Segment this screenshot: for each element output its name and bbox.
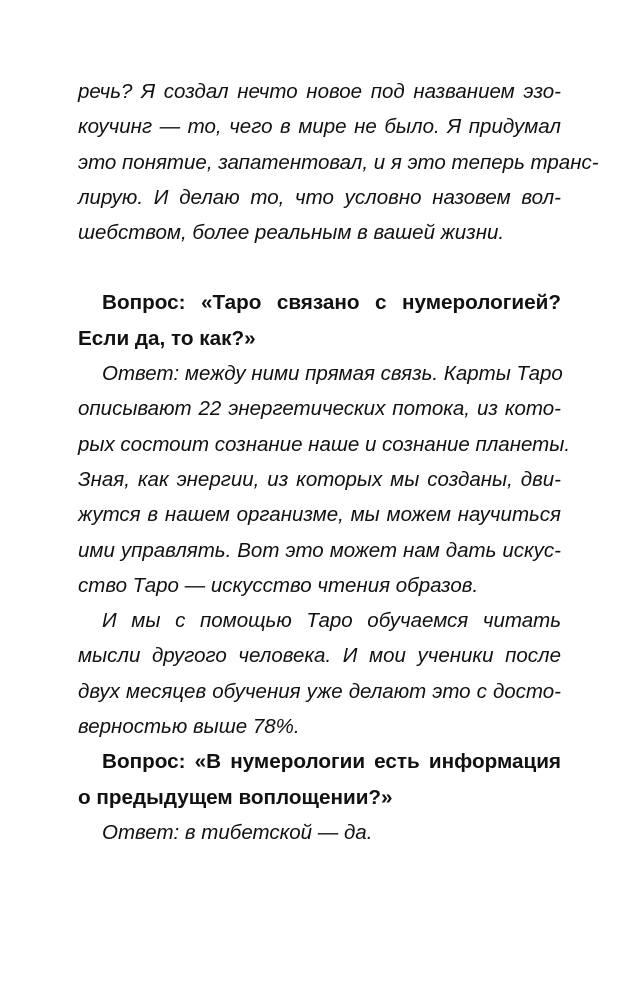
text-line: описывают 22 энергетических потока, из кото- xyxy=(78,397,561,421)
text-line: двух месяцев обучения уже делают это с досто- xyxy=(78,679,561,703)
text-line: это понятие, запатентовал, и я это теперь транс- xyxy=(78,150,599,174)
book-page xyxy=(78,74,599,850)
answer-paragraph xyxy=(78,603,561,744)
question-heading xyxy=(78,744,561,815)
text-line: верностью выше 78%. xyxy=(78,715,300,739)
question-heading xyxy=(78,285,561,356)
text-line: шебством, более реальным в вашей жизни. xyxy=(78,221,505,245)
text-line: ими управлять. Вот это может нам дать искус- xyxy=(78,538,561,562)
text-line: речь? Я создал нечто новое под названием эзо- xyxy=(78,80,561,103)
text-line: ство Таро — искусство чтения образов. xyxy=(78,573,479,597)
text-line: жутся в нашем организме, мы можем научиться xyxy=(78,503,561,527)
question-line: Вопрос: «В нумерологии есть информация xyxy=(102,750,561,774)
answer-paragraph xyxy=(78,356,571,603)
question-line: о предыдущем воплощении?» xyxy=(78,785,393,809)
question-line: Вопрос: «Таро связано с нумерологией? xyxy=(102,291,561,315)
text-line: лирую. И делаю то, что условно назовем вол- xyxy=(78,185,561,209)
paragraph-gap xyxy=(78,250,561,285)
question-line: Если да, то как?» xyxy=(78,326,256,350)
answer-paragraph xyxy=(78,815,561,850)
text-line: мысли другого человека. И мои ученики после xyxy=(78,644,561,668)
text-line: Ответ: между ними прямая связь. Карты Таро xyxy=(102,362,563,386)
answer-paragraph-continued xyxy=(78,74,599,250)
text-line: рых состоит сознание наше и сознание планеты. xyxy=(78,432,571,456)
text-line: коучинг — то, чего в мире не было. Я придумал xyxy=(78,115,561,139)
text-line: Ответ: в тибетской — да. xyxy=(102,820,373,844)
text-line: Зная, как энергии, из которых мы созданы, дви- xyxy=(78,467,561,491)
text-line: И мы с помощью Таро обучаемся читать xyxy=(102,609,561,633)
